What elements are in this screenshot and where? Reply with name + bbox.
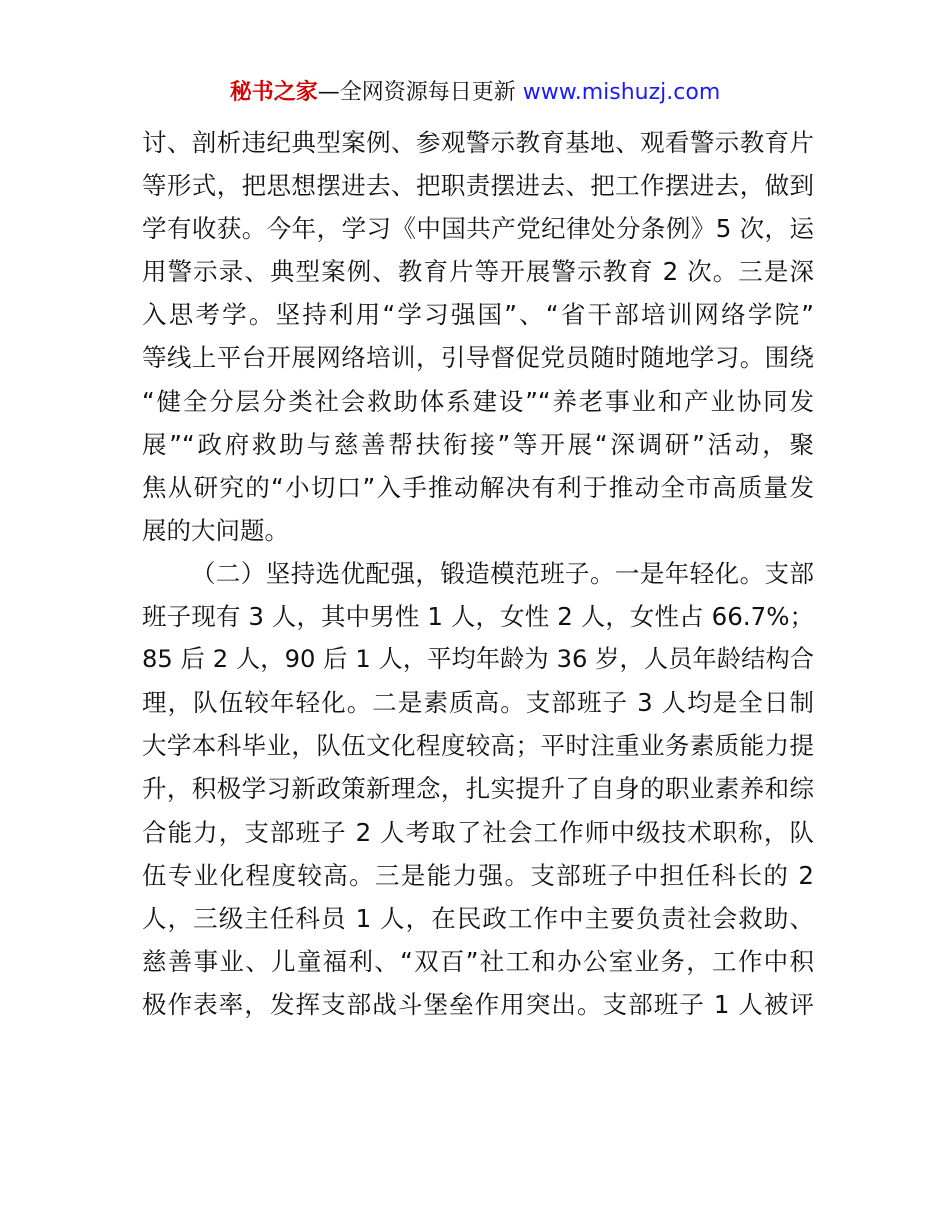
text-line: 极作表率，发挥支部战斗堡垒作用突出。支部班子 1 人被评 [142, 989, 814, 1019]
text-line: 展”“政府救助与慈善帮扶衔接”等开展“深调研”活动，聚 [142, 429, 814, 459]
text-line: 伍专业化程度较高。三是能力强。支部班子中担任科长的 2 [142, 860, 814, 890]
paragraph-2 [142, 552, 814, 1026]
text-line: 学有收获。今年，学习《中国共产党纪律处分条例》5 次，运 [142, 214, 814, 244]
text-line: 慈善事业、儿童福利、“双百”社工和办公室业务，工作中积 [142, 946, 814, 976]
text-line: 合能力，支部班子 2 人考取了社会工作师中级技术职称，队 [142, 817, 814, 847]
text-line: 入思考学。坚持利用“学习强国”、“省干部培训网络学院” [142, 300, 814, 330]
text-line: 讨、剖析违纪典型案例、参观警示教育基地、观看警示教育片 [142, 128, 814, 157]
text-line: 班子现有 3 人，其中男性 1 人，女性 2 人，女性占 66.7%； [142, 602, 814, 632]
site-url[interactable]: www.mishuzj.com [522, 80, 721, 105]
text-line: “健全分层分类社会救助体系建设”“养老事业和产业协同发 [142, 386, 814, 416]
text-line: 理，队伍较年轻化。二是素质高。支部班子 3 人均是全日制 [142, 688, 814, 718]
text-line: 展的大问题。 [142, 515, 289, 545]
site-tagline: —全网资源每日更新 [317, 80, 516, 105]
document-body [142, 121, 814, 1026]
text-line: 大学本科毕业，队伍文化程度较高；平时注重业务素质能力提 [142, 731, 814, 761]
text-line: （二）坚持选优配强，锻造模范班子。一是年轻化。支部 [191, 558, 814, 588]
site-header [0, 78, 950, 108]
text-line: 人，三级主任科员 1 人，在民政工作中主要负责社会救助、 [142, 903, 814, 933]
paragraph-1 [142, 121, 814, 552]
text-line: 焦从研究的“小切口”入手推动解决有利于推动全市高质量发 [142, 472, 814, 502]
text-line: 等形式，把思想摆进去、把职责摆进去、把工作摆进去，做到 [142, 171, 814, 201]
text-line: 等线上平台开展网络培训，引导督促党员随时随地学习。围绕 [142, 343, 814, 373]
text-line: 升，积极学习新政策新理念，扎实提升了自身的职业素养和综 [142, 774, 814, 804]
site-brand: 秘书之家 [229, 80, 318, 105]
text-line: 用警示录、典型案例、教育片等开展警示教育 2 次。三是深 [142, 257, 814, 287]
text-line: 85 后 2 人，90 后 1 人，平均年龄为 36 岁，人员年龄结构合 [142, 645, 814, 674]
